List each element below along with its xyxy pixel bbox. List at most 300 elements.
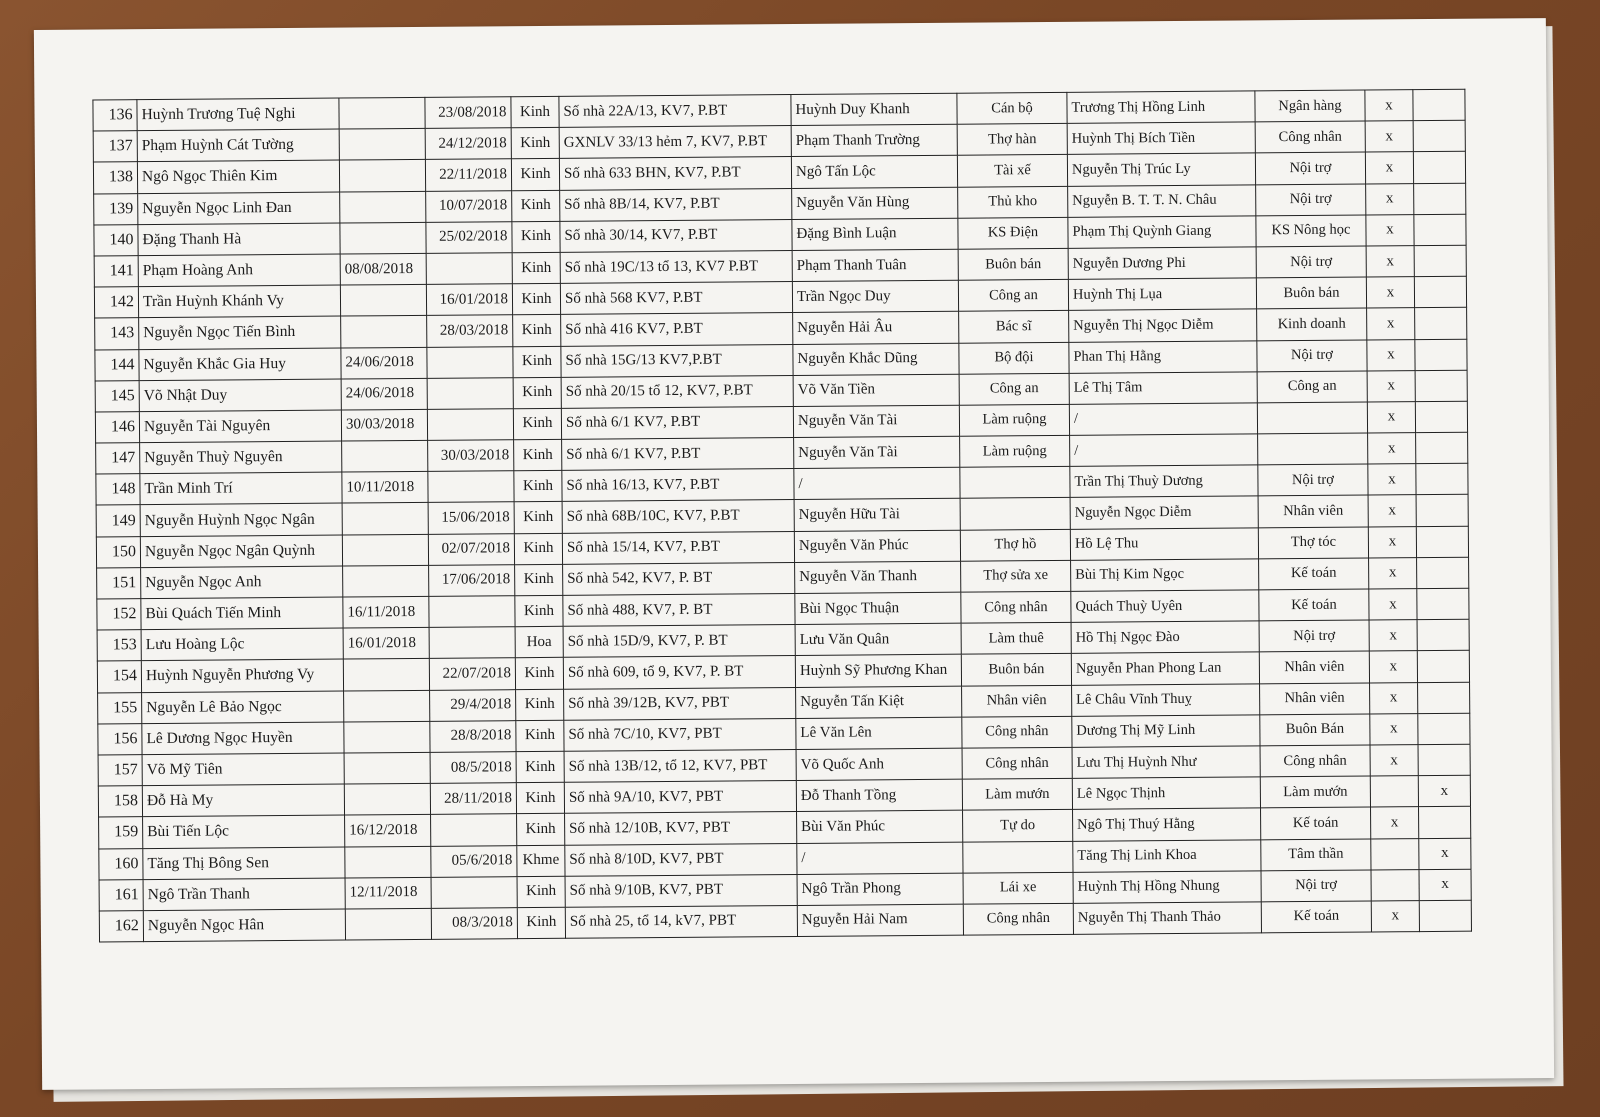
mark-column-1-cell: x: [1365, 121, 1413, 153]
mark-column-2-cell: x: [1419, 838, 1471, 870]
mother-occupation-cell: Nội trợ: [1261, 870, 1371, 902]
ethnicity-cell: Kinh: [513, 315, 561, 347]
birth-date-col-1-cell: 24/06/2018: [341, 347, 427, 379]
student-name-cell: Ngô Ngọc Thiên Kim: [137, 160, 339, 193]
address-cell: Số nhà 488, KV7, P. BT: [563, 593, 795, 626]
student-name-cell: Nguyễn Huỳnh Ngọc Ngân: [140, 503, 342, 536]
row-number-cell: 145: [95, 380, 139, 412]
mother-name-cell: Trương Thị Hồng Linh: [1067, 91, 1255, 124]
birth-date-col-2-cell: [429, 627, 515, 659]
birth-date-col-1-cell: 16/12/2018: [345, 815, 431, 847]
row-number-cell: 158: [98, 786, 142, 818]
student-name-cell: Nguyễn Thuỳ Nguyên: [140, 441, 342, 474]
mark-column-2-cell: [1416, 432, 1468, 464]
student-name-cell: Nguyễn Ngọc Anh: [141, 566, 343, 599]
address-cell: Số nhà 8/10D, KV7, PBT: [565, 843, 797, 876]
birth-date-col-1-cell: [340, 222, 426, 254]
ethnicity-cell: Kinh: [517, 814, 565, 846]
birth-date-col-1-cell: 10/11/2018: [342, 472, 428, 504]
mark-column-2-cell: [1414, 245, 1466, 277]
student-roster-table: [92, 89, 1472, 943]
ethnicity-cell: Khme: [517, 845, 565, 877]
row-number-cell: 149: [96, 505, 140, 537]
birth-date-col-2-cell: 29/4/2018: [430, 689, 516, 721]
father-occupation-cell: [963, 841, 1073, 873]
mother-occupation-cell: Làm mướn: [1260, 776, 1370, 808]
ethnicity-cell: Kinh: [515, 595, 563, 627]
mother-occupation-cell: Nhân viên: [1259, 651, 1369, 683]
address-cell: Số nhà 39/12B, KV7, PBT: [564, 687, 796, 720]
birth-date-col-2-cell: 05/6/2018: [431, 845, 517, 877]
father-occupation-cell: Nhân viên: [962, 685, 1072, 717]
mark-column-2-cell: [1416, 526, 1468, 558]
birth-date-col-1-cell: 16/01/2018: [343, 628, 429, 660]
mother-name-cell: Bùi Thị Kim Ngọc: [1071, 559, 1259, 592]
ethnicity-cell: Kinh: [514, 502, 562, 534]
student-name-cell: Trần Minh Trí: [140, 472, 342, 505]
mark-column-2-cell: [1415, 370, 1467, 402]
student-name-cell: Đỗ Hà My: [142, 784, 344, 817]
birth-date-col-1-cell: [339, 129, 425, 161]
birth-date-col-2-cell: 17/06/2018: [429, 565, 515, 597]
mother-occupation-cell: Nhân viên: [1258, 495, 1368, 527]
row-number-cell: 138: [93, 162, 137, 194]
address-cell: Số nhà 416 KV7, P.BT: [561, 313, 793, 346]
father-name-cell: Nguyễn Văn Hùng: [792, 187, 958, 219]
paper-sheet: [34, 18, 1554, 1090]
address-cell: Số nhà 13B/12, tổ 12, KV7, PBT: [564, 749, 796, 782]
student-name-cell: Tăng Thị Bông Sen: [143, 847, 345, 880]
address-cell: Số nhà 8B/14, KV7, P.BT: [560, 188, 792, 221]
father-occupation-cell: [960, 467, 1070, 499]
father-name-cell: Đặng Bình Luận: [792, 218, 958, 250]
father-occupation-cell: Buôn bán: [961, 654, 1071, 686]
mother-occupation-cell: Công nhân: [1260, 745, 1370, 777]
father-occupation-cell: Tự do: [963, 810, 1073, 842]
mark-column-2-cell: [1418, 682, 1470, 714]
mother-occupation-cell: Ngân hàng: [1255, 90, 1365, 122]
birth-date-col-2-cell: [431, 814, 517, 846]
row-number-cell: 144: [95, 349, 139, 381]
father-name-cell: Võ Văn Tiền: [793, 374, 959, 406]
address-cell: Số nhà 22A/13, KV7, P.BT: [559, 95, 791, 128]
mother-occupation-cell: Nội trợ: [1256, 184, 1366, 216]
mark-column-2-cell: [1413, 89, 1465, 121]
mark-column-2-cell: [1417, 619, 1469, 651]
mother-occupation-cell: Kinh doanh: [1257, 308, 1367, 340]
student-name-cell: Võ Nhật Duy: [139, 379, 341, 412]
mother-name-cell: Lê Ngọc Thịnh: [1072, 777, 1260, 810]
ethnicity-cell: Kinh: [513, 408, 561, 440]
ethnicity-cell: Kinh: [516, 782, 564, 814]
address-cell: Số nhà 30/14, KV7, P.BT: [560, 219, 792, 252]
father-name-cell: Lê Văn Lên: [796, 717, 962, 749]
mark-column-1-cell: x: [1365, 90, 1413, 122]
mark-column-1-cell: x: [1367, 308, 1415, 340]
birth-date-col-2-cell: [427, 346, 513, 378]
row-number-cell: 160: [99, 848, 143, 880]
mother-occupation-cell: KS Nông học: [1256, 215, 1366, 247]
mother-occupation-cell: Thợ tóc: [1258, 527, 1368, 559]
father-name-cell: Ngô Tấn Lộc: [791, 156, 957, 188]
mother-occupation-cell: Nội trợ: [1257, 339, 1367, 371]
mother-name-cell: Nguyễn Ngọc Diễm: [1070, 496, 1258, 529]
birth-date-col-1-cell: 24/06/2018: [341, 378, 427, 410]
mother-name-cell: Nguyễn B. T. T. N. Châu: [1068, 184, 1256, 217]
father-name-cell: Phạm Thanh Tuân: [792, 249, 958, 281]
father-name-cell: Nguyễn Khắc Dũng: [793, 343, 959, 375]
mark-column-2-cell: [1417, 588, 1469, 620]
mark-column-2-cell: [1416, 463, 1468, 495]
address-cell: Số nhà 68B/10C, KV7, P.BT: [562, 500, 794, 533]
student-name-cell: Huỳnh Trương Tuệ Nghi: [137, 98, 339, 131]
mark-column-2-cell: [1413, 120, 1465, 152]
row-number-cell: 159: [99, 817, 143, 849]
row-number-cell: 139: [94, 193, 138, 225]
student-name-cell: Phạm Hoàng Anh: [138, 254, 340, 287]
mother-occupation-cell: Buôn bán: [1256, 277, 1366, 309]
birth-date-col-1-cell: [344, 783, 430, 815]
address-cell: Số nhà 25, tổ 14, kV7, PBT: [565, 905, 797, 938]
mark-column-1-cell: x: [1366, 183, 1414, 215]
father-name-cell: Nguyễn Hải Âu: [793, 312, 959, 344]
father-occupation-cell: Làm thuê: [961, 623, 1071, 655]
birth-date-col-1-cell: [343, 565, 429, 597]
mark-column-2-cell: [1414, 183, 1466, 215]
mother-name-cell: Nguyễn Phan Phong Lan: [1071, 652, 1259, 685]
father-name-cell: Huỳnh Sỹ Phương Khan: [795, 655, 961, 687]
birth-date-col-1-cell: [345, 908, 431, 940]
mark-column-1-cell: x: [1366, 246, 1414, 278]
mark-column-2-cell: x: [1418, 775, 1470, 807]
mark-column-2-cell: [1415, 308, 1467, 340]
mother-name-cell: Huỳnh Thị Bích Tiền: [1067, 122, 1255, 155]
mark-column-1-cell: [1371, 869, 1419, 901]
mark-column-1-cell: x: [1367, 339, 1415, 371]
birth-date-col-2-cell: 15/06/2018: [428, 502, 514, 534]
birth-date-col-2-cell: [426, 253, 512, 285]
mother-name-cell: Dương Thị Mỹ Linh: [1072, 715, 1260, 748]
row-number-cell: 161: [99, 879, 143, 911]
mother-name-cell: Huỳnh Thị Hồng Nhung: [1073, 871, 1261, 904]
row-number-cell: 150: [96, 536, 140, 568]
birth-date-col-2-cell: 24/12/2018: [425, 128, 511, 160]
father-occupation-cell: Bác sĩ: [959, 311, 1069, 343]
father-occupation-cell: Làm ruộng: [960, 435, 1070, 467]
mother-name-cell: Lê Châu Vĩnh Thuỵ: [1072, 683, 1260, 716]
birth-date-col-1-cell: [344, 752, 430, 784]
mark-column-1-cell: x: [1369, 651, 1417, 683]
mother-name-cell: Huỳnh Thị Lụa: [1068, 278, 1256, 311]
mark-column-1-cell: x: [1367, 401, 1415, 433]
mother-name-cell: Phan Thị Hằng: [1069, 340, 1257, 373]
row-number-cell: 157: [98, 755, 142, 787]
birth-date-col-2-cell: 16/01/2018: [426, 284, 512, 316]
father-name-cell: /: [794, 467, 960, 499]
mark-column-1-cell: x: [1370, 745, 1418, 777]
birth-date-col-2-cell: 30/03/2018: [428, 440, 514, 472]
father-occupation-cell: Làm mướn: [962, 778, 1072, 810]
birth-date-col-1-cell: 08/08/2018: [340, 253, 426, 285]
row-number-cell: 140: [94, 224, 138, 256]
ethnicity-cell: Kinh: [515, 564, 563, 596]
student-name-cell: Lê Dương Ngọc Huyền: [142, 722, 344, 755]
student-name-cell: Nguyễn Ngọc Tiến Bình: [139, 316, 341, 349]
mother-name-cell: Ngô Thị Thuý Hằng: [1073, 808, 1261, 841]
birth-date-col-1-cell: [342, 534, 428, 566]
birth-date-col-2-cell: 08/5/2018: [430, 752, 516, 784]
student-name-cell: Phạm Huỳnh Cát Tường: [137, 129, 339, 162]
father-occupation-cell: Công nhân: [961, 591, 1071, 623]
birth-date-col-1-cell: [344, 690, 430, 722]
birth-date-col-1-cell: 12/11/2018: [345, 877, 431, 909]
mark-column-1-cell: x: [1368, 495, 1416, 527]
mother-name-cell: Trần Thị Thuỳ Dương: [1070, 465, 1258, 498]
birth-date-col-1-cell: 30/03/2018: [341, 409, 427, 441]
birth-date-col-2-cell: 28/8/2018: [430, 720, 516, 752]
mother-occupation-cell: Nội trợ: [1255, 152, 1365, 184]
mark-column-1-cell: x: [1368, 433, 1416, 465]
mother-occupation-cell: Kế toán: [1261, 901, 1371, 933]
father-name-cell: Bùi Văn Phúc: [797, 810, 963, 842]
address-cell: GXNLV 33/13 hẻm 7, KV7, P.BT: [559, 126, 791, 159]
row-number-cell: 148: [96, 474, 140, 506]
father-occupation-cell: Công nhân: [962, 716, 1072, 748]
mark-column-1-cell: x: [1369, 589, 1417, 621]
mother-name-cell: /: [1070, 434, 1258, 467]
mother-occupation-cell: Nhân viên: [1260, 683, 1370, 715]
ethnicity-cell: Kinh: [514, 533, 562, 565]
birth-date-col-1-cell: [342, 503, 428, 535]
address-cell: Số nhà 542, KV7, P. BT: [563, 562, 795, 595]
mother-occupation-cell: Kế toán: [1261, 807, 1371, 839]
row-number-cell: 155: [98, 692, 142, 724]
mother-occupation-cell: Nội trợ: [1256, 246, 1366, 278]
birth-date-col-2-cell: 28/11/2018: [430, 783, 516, 815]
mother-name-cell: /: [1069, 403, 1257, 436]
row-number-cell: 143: [95, 318, 139, 350]
father-occupation-cell: Thợ hàn: [957, 124, 1067, 156]
mark-column-1-cell: x: [1369, 557, 1417, 589]
mother-name-cell: Tăng Thị Linh Khoa: [1073, 839, 1261, 872]
father-occupation-cell: Bộ đội: [959, 342, 1069, 374]
student-name-cell: Võ Mỹ Tiên: [142, 753, 344, 786]
student-name-cell: Ngô Trần Thanh: [143, 878, 345, 911]
mark-column-1-cell: x: [1367, 370, 1415, 402]
mother-occupation-cell: [1258, 433, 1368, 465]
row-number-cell: 156: [98, 723, 142, 755]
mark-column-1-cell: x: [1366, 277, 1414, 309]
student-name-cell: Nguyễn Ngọc Hân: [143, 909, 345, 942]
ethnicity-cell: Kinh: [513, 346, 561, 378]
father-occupation-cell: Thủ kho: [958, 186, 1068, 218]
mother-name-cell: Lưu Thị Huỳnh Như: [1072, 746, 1260, 779]
mark-column-2-cell: [1417, 557, 1469, 589]
birth-date-col-1-cell: [339, 97, 425, 129]
row-number-cell: 152: [97, 599, 141, 631]
student-name-cell: Bùi Quách Tiến Minh: [141, 597, 343, 630]
address-cell: Số nhà 15G/13 KV7,P.BT: [561, 344, 793, 377]
mother-name-cell: Phạm Thị Quỳnh Giang: [1068, 216, 1256, 249]
student-name-cell: Đặng Thanh Hà: [138, 223, 340, 256]
row-number-cell: 146: [95, 412, 139, 444]
father-name-cell: Nguyễn Tấn Kiệt: [796, 686, 962, 718]
address-cell: Số nhà 9/10B, KV7, PBT: [565, 874, 797, 907]
address-cell: Số nhà 6/1 KV7, P.BT: [561, 406, 793, 439]
address-cell: Số nhà 6/1 KV7, P.BT: [562, 438, 794, 471]
mother-name-cell: Nguyễn Thị Ngọc Diễm: [1069, 309, 1257, 342]
birth-date-col-1-cell: [342, 440, 428, 472]
address-cell: Số nhà 7C/10, KV7, PBT: [564, 718, 796, 751]
ethnicity-cell: Kinh: [516, 720, 564, 752]
mother-name-cell: Quách Thuỳ Uyên: [1071, 590, 1259, 623]
birth-date-col-2-cell: [428, 471, 514, 503]
mark-column-1-cell: x: [1369, 620, 1417, 652]
birth-date-col-1-cell: 16/11/2018: [343, 596, 429, 628]
address-cell: Số nhà 12/10B, KV7, PBT: [565, 812, 797, 845]
student-name-cell: Nguyễn Ngọc Ngân Quỳnh: [140, 535, 342, 568]
roster-table-wrap: [92, 89, 1471, 943]
mark-column-1-cell: x: [1370, 682, 1418, 714]
birth-date-col-1-cell: [345, 846, 431, 878]
birth-date-col-2-cell: [431, 876, 517, 908]
father-occupation-cell: Thợ hồ: [960, 529, 1070, 561]
birth-date-col-2-cell: 02/07/2018: [428, 533, 514, 565]
father-occupation-cell: [960, 498, 1070, 530]
father-name-cell: Nguyễn Hải Nam: [797, 904, 963, 936]
ethnicity-cell: Kinh: [514, 439, 562, 471]
student-name-cell: Nguyễn Lê Bảo Ngọc: [142, 691, 344, 724]
mother-occupation-cell: Công an: [1257, 371, 1367, 403]
row-number-cell: 136: [93, 100, 137, 132]
mother-occupation-cell: Nội trợ: [1258, 464, 1368, 496]
father-occupation-cell: Công nhân: [963, 903, 1073, 935]
ethnicity-cell: Kinh: [512, 221, 560, 253]
row-number-cell: 142: [94, 287, 138, 319]
birth-date-col-2-cell: 25/02/2018: [426, 221, 512, 253]
mark-column-1-cell: x: [1368, 464, 1416, 496]
father-name-cell: Ngô Trần Phong: [797, 873, 963, 905]
father-name-cell: Nguyễn Văn Tài: [794, 436, 960, 468]
father-name-cell: Bùi Ngọc Thuận: [795, 592, 961, 624]
ethnicity-cell: Kinh: [512, 190, 560, 222]
student-name-cell: Nguyễn Khắc Gia Huy: [139, 348, 341, 381]
mark-column-1-cell: x: [1365, 152, 1413, 184]
ethnicity-cell: Kinh: [511, 128, 559, 160]
mark-column-2-cell: [1414, 214, 1466, 246]
father-name-cell: /: [797, 842, 963, 874]
birth-date-col-2-cell: 22/07/2018: [429, 658, 515, 690]
student-name-cell: Nguyễn Tài Nguyên: [139, 410, 341, 443]
birth-date-col-1-cell: [344, 721, 430, 753]
mother-name-cell: Lê Thị Tâm: [1069, 372, 1257, 405]
mark-column-2-cell: [1415, 339, 1467, 371]
father-occupation-cell: Buôn bán: [958, 248, 1068, 280]
father-name-cell: Lưu Văn Quân: [795, 623, 961, 655]
father-occupation-cell: Công an: [959, 373, 1069, 405]
mother-occupation-cell: Tâm thần: [1261, 838, 1371, 870]
mark-column-2-cell: [1418, 744, 1470, 776]
father-occupation-cell: Lái xe: [963, 872, 1073, 904]
birth-date-col-2-cell: [427, 377, 513, 409]
mark-column-1-cell: [1370, 776, 1418, 808]
mother-occupation-cell: Nội trợ: [1259, 620, 1369, 652]
mother-occupation-cell: [1257, 402, 1367, 434]
father-name-cell: Huỳnh Duy Khanh: [791, 93, 957, 125]
student-name-cell: Lưu Hoàng Lộc: [141, 628, 343, 661]
student-name-cell: Nguyễn Ngọc Linh Đan: [138, 192, 340, 225]
father-occupation-cell: Thợ sửa xe: [961, 560, 1071, 592]
ethnicity-cell: Kinh: [513, 377, 561, 409]
father-name-cell: Võ Quốc Anh: [796, 748, 962, 780]
ethnicity-cell: Kinh: [516, 689, 564, 721]
mother-name-cell: Nguyễn Thị Thanh Thảo: [1073, 902, 1261, 935]
row-number-cell: 141: [94, 256, 138, 288]
father-occupation-cell: Công an: [958, 279, 1068, 311]
ethnicity-cell: Kinh: [512, 252, 560, 284]
ethnicity-cell: Kinh: [511, 96, 559, 128]
mark-column-2-cell: [1413, 152, 1465, 184]
father-name-cell: Trần Ngọc Duy: [792, 280, 958, 312]
father-occupation-cell: KS Điện: [958, 217, 1068, 249]
address-cell: Số nhà 633 BHN, KV7, P.BT: [559, 157, 791, 190]
address-cell: Số nhà 16/13, KV7, P.BT: [562, 469, 794, 502]
mark-column-2-cell: [1419, 807, 1471, 839]
roster-body: [93, 89, 1472, 942]
address-cell: Số nhà 9A/10, KV7, PBT: [564, 781, 796, 814]
mark-column-2-cell: x: [1419, 869, 1471, 901]
birth-date-col-2-cell: 22/11/2018: [425, 159, 511, 191]
ethnicity-cell: Kinh: [512, 283, 560, 315]
mark-column-1-cell: x: [1368, 526, 1416, 558]
address-cell: Số nhà 19C/13 tổ 13, KV7 P.BT: [560, 250, 792, 283]
ethnicity-cell: Kinh: [517, 876, 565, 908]
mark-column-1-cell: x: [1366, 214, 1414, 246]
address-cell: Số nhà 568 KV7, P.BT: [560, 282, 792, 315]
row-number-cell: 147: [96, 443, 140, 475]
mark-column-2-cell: [1418, 713, 1470, 745]
father-name-cell: Đỗ Thanh Tồng: [796, 779, 962, 811]
student-name-cell: Bùi Tiến Lộc: [143, 815, 345, 848]
father-name-cell: Nguyễn Văn Tài: [793, 405, 959, 437]
father-name-cell: Nguyễn Hữu Tài: [794, 499, 960, 531]
birth-date-col-2-cell: [427, 409, 513, 441]
birth-date-col-2-cell: [429, 596, 515, 628]
mark-column-2-cell: [1414, 276, 1466, 308]
father-occupation-cell: Làm ruộng: [959, 404, 1069, 436]
mark-column-2-cell: [1419, 900, 1471, 932]
ethnicity-cell: Kinh: [517, 907, 565, 939]
mother-name-cell: Nguyễn Dương Phi: [1068, 247, 1256, 280]
mark-column-2-cell: [1416, 495, 1468, 527]
father-occupation-cell: Tài xế: [957, 155, 1067, 187]
mother-occupation-cell: Kế toán: [1259, 589, 1369, 621]
mother-name-cell: Hồ Lệ Thu: [1070, 527, 1258, 560]
birth-date-col-2-cell: 23/08/2018: [425, 97, 511, 129]
birth-date-col-2-cell: 08/3/2018: [431, 908, 517, 940]
mother-name-cell: Hồ Thị Ngọc Đào: [1071, 621, 1259, 654]
ethnicity-cell: Kinh: [515, 658, 563, 690]
father-name-cell: Nguyễn Văn Thanh: [795, 561, 961, 593]
father-name-cell: Nguyễn Văn Phúc: [794, 530, 960, 562]
birth-date-col-1-cell: [340, 191, 426, 223]
mark-column-1-cell: x: [1370, 713, 1418, 745]
address-cell: Số nhà 609, tổ 9, KV7, P. BT: [563, 656, 795, 689]
address-cell: Số nhà 20/15 tổ 12, KV7, P.BT: [561, 375, 793, 408]
mark-column-2-cell: [1415, 401, 1467, 433]
mother-occupation-cell: Buôn Bán: [1260, 714, 1370, 746]
mark-column-1-cell: [1371, 838, 1419, 870]
